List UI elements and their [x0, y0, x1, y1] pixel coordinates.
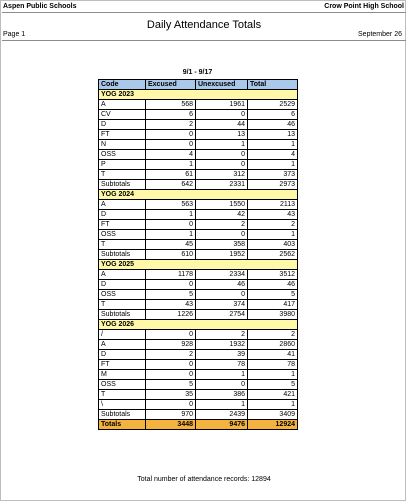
- unexcused-cell: 0: [196, 290, 248, 300]
- unexcused-cell: 1932: [196, 340, 248, 350]
- code-cell: A: [99, 270, 146, 280]
- code-cell: M: [99, 370, 146, 380]
- code-cell: T: [99, 170, 146, 180]
- date-range: 9/1 - 9/17: [182, 69, 213, 76]
- unexcused-cell: 0: [196, 150, 248, 160]
- unexcused-cell: 44: [196, 120, 248, 130]
- excused-cell: 563: [146, 200, 196, 210]
- table-body: [99, 90, 298, 430]
- total-cell: 2562: [248, 250, 298, 260]
- excused-cell: 3448: [146, 420, 196, 430]
- total-cell: 6: [248, 110, 298, 120]
- unexcused-cell: 1952: [196, 250, 248, 260]
- excused-cell: 1178: [146, 270, 196, 280]
- excused-cell: 5: [146, 290, 196, 300]
- group-header-row: [99, 90, 298, 100]
- unexcused-cell: 0: [196, 110, 248, 120]
- code-cell: T: [99, 300, 146, 310]
- totals-row: [99, 420, 298, 430]
- unexcused-cell: 358: [196, 240, 248, 250]
- code-cell: A: [99, 200, 146, 210]
- total-cell: 5: [248, 290, 298, 300]
- code-cell: A: [99, 340, 146, 350]
- column-header-unexcused: Unexcused: [196, 80, 248, 90]
- table-row: [99, 130, 298, 140]
- code-cell: Subtotals: [99, 310, 146, 320]
- excused-cell: 6: [146, 110, 196, 120]
- group-label: YOG 2026: [99, 320, 298, 330]
- unexcused-cell: 2754: [196, 310, 248, 320]
- total-cell: 3980: [248, 310, 298, 320]
- table-row: [99, 170, 298, 180]
- unexcused-cell: 312: [196, 170, 248, 180]
- table-row: [99, 270, 298, 280]
- total-cell: 46: [248, 120, 298, 130]
- total-cell: 41: [248, 350, 298, 360]
- excused-cell: 642: [146, 180, 196, 190]
- total-cell: 2113: [248, 200, 298, 210]
- total-cell: 2529: [248, 100, 298, 110]
- table-row: [99, 200, 298, 210]
- table-row: [99, 370, 298, 380]
- code-cell: T: [99, 240, 146, 250]
- unexcused-cell: 39: [196, 350, 248, 360]
- unexcused-cell: 9476: [196, 420, 248, 430]
- total-cell: 43: [248, 210, 298, 220]
- unexcused-cell: 1: [196, 140, 248, 150]
- excused-cell: 0: [146, 280, 196, 290]
- code-cell: Subtotals: [99, 250, 146, 260]
- excused-cell: 4: [146, 150, 196, 160]
- excused-cell: 610: [146, 250, 196, 260]
- table-row: [99, 360, 298, 370]
- code-cell: OSS: [99, 230, 146, 240]
- group-label: YOG 2025: [99, 260, 298, 270]
- column-header-code: Code: [99, 80, 146, 90]
- table-row: [99, 150, 298, 160]
- subtotal-row: [99, 310, 298, 320]
- table-row: [99, 400, 298, 410]
- code-cell: FT: [99, 360, 146, 370]
- table-row: [99, 290, 298, 300]
- table-row: [99, 340, 298, 350]
- table-row: [99, 330, 298, 340]
- unexcused-cell: 13: [196, 130, 248, 140]
- page-number: Page 1: [3, 31, 26, 38]
- excused-cell: 0: [146, 220, 196, 230]
- code-cell: N: [99, 140, 146, 150]
- total-cell: 1: [248, 370, 298, 380]
- table-row: [99, 280, 298, 290]
- code-cell: D: [99, 210, 146, 220]
- attendance-table: [98, 79, 298, 430]
- total-cell: 2: [248, 220, 298, 230]
- table-row: [99, 380, 298, 390]
- unexcused-cell: 0: [196, 160, 248, 170]
- total-records-note: Total number of attendance records: 12894: [137, 476, 271, 483]
- report-date: September 26: [358, 31, 402, 38]
- excused-cell: 970: [146, 410, 196, 420]
- subtotal-row: [99, 410, 298, 420]
- total-cell: 1: [248, 160, 298, 170]
- total-cell: 5: [248, 380, 298, 390]
- code-cell: D: [99, 350, 146, 360]
- table-row: [99, 160, 298, 170]
- excused-cell: 0: [146, 140, 196, 150]
- group-header-row: [99, 260, 298, 270]
- total-cell: 2973: [248, 180, 298, 190]
- code-cell: Subtotals: [99, 410, 146, 420]
- unexcused-cell: 2331: [196, 180, 248, 190]
- total-cell: 2: [248, 330, 298, 340]
- table-row: [99, 390, 298, 400]
- unexcused-cell: 1961: [196, 100, 248, 110]
- code-cell: D: [99, 280, 146, 290]
- column-header-total: Total: [248, 80, 298, 90]
- total-cell: 12924: [248, 420, 298, 430]
- total-cell: 2860: [248, 340, 298, 350]
- total-cell: 1: [248, 140, 298, 150]
- excused-cell: 1: [146, 160, 196, 170]
- excused-cell: 61: [146, 170, 196, 180]
- group-header-row: [99, 190, 298, 200]
- table-row: [99, 100, 298, 110]
- total-cell: 3512: [248, 270, 298, 280]
- subtotal-row: [99, 250, 298, 260]
- unexcused-cell: 42: [196, 210, 248, 220]
- unexcused-cell: 0: [196, 380, 248, 390]
- table-row: [99, 210, 298, 220]
- code-cell: OSS: [99, 380, 146, 390]
- code-cell: Subtotals: [99, 180, 146, 190]
- unexcused-cell: 1550: [196, 200, 248, 210]
- table-row: [99, 110, 298, 120]
- unexcused-cell: 374: [196, 300, 248, 310]
- header-rule-top: [2, 12, 406, 13]
- unexcused-cell: 2439: [196, 410, 248, 420]
- excused-cell: 2: [146, 350, 196, 360]
- report-title: Daily Attendance Totals: [146, 19, 262, 31]
- table-row: [99, 220, 298, 230]
- excused-cell: 43: [146, 300, 196, 310]
- unexcused-cell: 2: [196, 220, 248, 230]
- table-row: [99, 240, 298, 250]
- unexcused-cell: 78: [196, 360, 248, 370]
- unexcused-cell: 1: [196, 400, 248, 410]
- code-cell: Totals: [99, 420, 146, 430]
- code-cell: D: [99, 120, 146, 130]
- excused-cell: 0: [146, 370, 196, 380]
- group-label: YOG 2024: [99, 190, 298, 200]
- total-cell: 421: [248, 390, 298, 400]
- table-row: [99, 300, 298, 310]
- unexcused-cell: 0: [196, 230, 248, 240]
- unexcused-cell: 1: [196, 370, 248, 380]
- code-cell: FT: [99, 130, 146, 140]
- table-row: [99, 140, 298, 150]
- code-cell: A: [99, 100, 146, 110]
- excused-cell: 0: [146, 360, 196, 370]
- subtotal-row: [99, 180, 298, 190]
- header-rule-bottom: [2, 40, 406, 41]
- excused-cell: 0: [146, 400, 196, 410]
- table-header-row: [99, 80, 298, 90]
- code-cell: /: [99, 330, 146, 340]
- total-cell: 1: [248, 230, 298, 240]
- total-cell: 46: [248, 280, 298, 290]
- excused-cell: 0: [146, 130, 196, 140]
- excused-cell: 45: [146, 240, 196, 250]
- excused-cell: 1: [146, 230, 196, 240]
- unexcused-cell: 2: [196, 330, 248, 340]
- group-header-row: [99, 320, 298, 330]
- unexcused-cell: 386: [196, 390, 248, 400]
- unexcused-cell: 46: [196, 280, 248, 290]
- excused-cell: 1: [146, 210, 196, 220]
- group-label: YOG 2023: [99, 90, 298, 100]
- excused-cell: 1226: [146, 310, 196, 320]
- code-cell: CV: [99, 110, 146, 120]
- district-name: Aspen Public Schools: [3, 3, 77, 10]
- unexcused-cell: 2334: [196, 270, 248, 280]
- code-cell: T: [99, 390, 146, 400]
- excused-cell: 0: [146, 330, 196, 340]
- code-cell: FT: [99, 220, 146, 230]
- school-name: Crow Point High School: [324, 3, 404, 10]
- excused-cell: 35: [146, 390, 196, 400]
- total-cell: 403: [248, 240, 298, 250]
- excused-cell: 928: [146, 340, 196, 350]
- code-cell: P: [99, 160, 146, 170]
- total-cell: 13: [248, 130, 298, 140]
- total-cell: 4: [248, 150, 298, 160]
- excused-cell: 568: [146, 100, 196, 110]
- code-cell: \: [99, 400, 146, 410]
- table-row: [99, 230, 298, 240]
- excused-cell: 5: [146, 380, 196, 390]
- total-cell: 3409: [248, 410, 298, 420]
- code-cell: OSS: [99, 150, 146, 160]
- total-cell: 373: [248, 170, 298, 180]
- excused-cell: 2: [146, 120, 196, 130]
- table-row: [99, 350, 298, 360]
- total-cell: 1: [248, 400, 298, 410]
- total-cell: 78: [248, 360, 298, 370]
- total-cell: 417: [248, 300, 298, 310]
- column-header-excused: Excused: [146, 80, 196, 90]
- code-cell: OSS: [99, 290, 146, 300]
- table-row: [99, 120, 298, 130]
